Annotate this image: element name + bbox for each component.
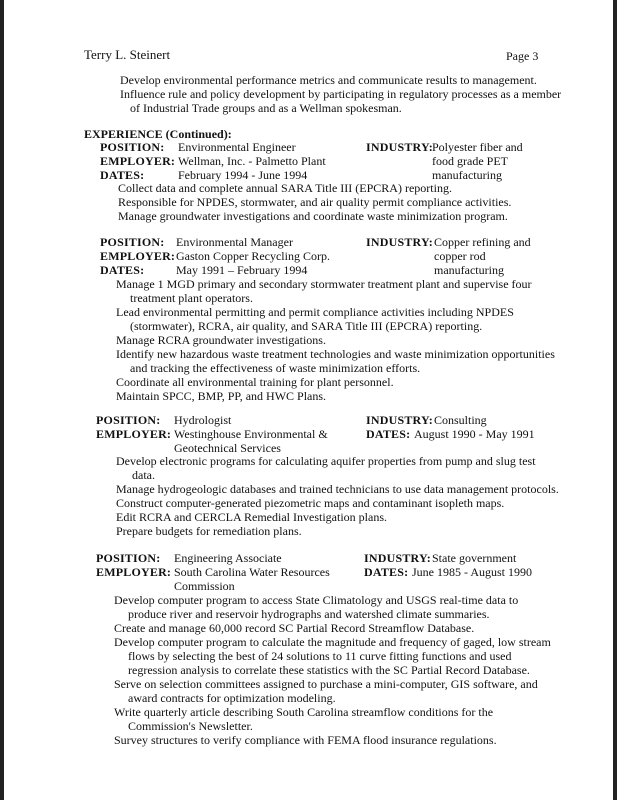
- employer-label: EMPLOYER:: [100, 154, 176, 168]
- job-industry: Consulting: [434, 413, 487, 427]
- job-industry: Copper refining and: [434, 235, 531, 249]
- employer-label: EMPLOYER:: [100, 249, 176, 263]
- job-duty: Write quarterly article describing South Carolina streamflow conditions for the: [114, 705, 494, 719]
- job-duty: and tracking the effectiveness of waste minimization efforts.: [130, 361, 421, 375]
- job-industry: Polyester fiber and: [432, 140, 523, 154]
- job-industry: manufacturing: [434, 263, 504, 277]
- job-duty: Manage hydrogeologic databases and trained technicians to use data management protocols.: [116, 482, 559, 496]
- author-name: Terry L. Steinert: [84, 47, 171, 62]
- job-duty: Develop computer program to access State Climatology and USGS real-time data to: [114, 593, 519, 607]
- industry-label: INDUSTRY:: [364, 551, 431, 565]
- job-dates: August 1990 - May 1991: [414, 427, 535, 441]
- intro-line: Develop environmental performance metrics and communicate results to management.: [120, 73, 537, 87]
- job-employer: South Carolina Water Resources: [174, 565, 330, 579]
- job-position: Hydrologist: [174, 413, 232, 427]
- job-dates: May 1991 – February 1994: [176, 263, 308, 277]
- job-duty: Manage RCRA groundwater investigations.: [116, 333, 326, 347]
- industry-label: INDUSTRY:: [366, 140, 433, 154]
- job-duty: treatment plant operators.: [130, 291, 253, 305]
- intro-line: Influence rule and policy development by participating in regulatory processes as a member: [120, 87, 562, 101]
- job-duty: Create and manage 60,000 record SC Partial Record Streamflow Database.: [114, 621, 475, 635]
- job-duty: Edit RCRA and CERCLA Remedial Investigation plans.: [116, 510, 387, 524]
- job-dates: February 1994 - June 1994: [178, 168, 308, 182]
- employer-label: EMPLOYER:: [96, 427, 172, 441]
- dates-label: DATES:: [364, 565, 409, 579]
- job-position: Engineering Associate: [174, 551, 282, 565]
- job-industry: food grade PET: [432, 154, 508, 168]
- industry-label: INDUSTRY:: [366, 235, 433, 249]
- job-duty: produce river and reservoir hydrographs and watershed climate summaries.: [128, 607, 490, 621]
- job-duty: Collect data and complete annual SARA Title III (EPCRA) reporting.: [118, 181, 452, 195]
- page-number: Page 3: [506, 49, 539, 63]
- job-employer: Gaston Copper Recycling Corp.: [176, 249, 330, 263]
- job-duty: Survey structures to verify compliance with FEMA flood insurance regulations.: [114, 733, 497, 747]
- job-duty: Commission's Newsletter.: [128, 719, 253, 733]
- job-dates: June 1985 - August 1990: [412, 565, 532, 579]
- job-duty: (stormwater), RCRA, air quality, and SARA Title III (EPCRA) reporting.: [130, 319, 483, 333]
- job-duty: Manage 1 MGD primary and secondary stormwater treatment plant and supervise four: [116, 277, 532, 291]
- intro-line: of Industrial Trade groups and as a Wellman spokesman.: [130, 101, 402, 115]
- job-duty: award contracts for optimization modeling.: [128, 691, 336, 705]
- job-duty: Develop electronic programs for calculating aquifer properties from pump and slug test: [116, 454, 536, 468]
- dates-label: DATES:: [100, 168, 145, 182]
- job-employer: Commission: [174, 579, 235, 593]
- scan-left-edge: [0, 0, 4, 800]
- dates-label: DATES:: [100, 263, 145, 277]
- position-label: POSITION:: [96, 413, 161, 427]
- job-industry: State government: [432, 551, 517, 565]
- scan-right-edge: [613, 0, 617, 800]
- job-position: Environmental Manager: [176, 235, 293, 249]
- position-label: POSITION:: [100, 235, 165, 249]
- job-duty: Serve on selection committees assigned to purchase a mini-computer, GIS software, and: [114, 677, 538, 691]
- job-duty: Lead environmental permitting and permit compliance activities including NPDES: [116, 305, 514, 319]
- job-duty: Coordinate all environmental training for plant personnel.: [116, 375, 394, 389]
- job-employer: Wellman, Inc. - Palmetto Plant: [178, 154, 326, 168]
- job-industry: copper rod: [434, 249, 486, 263]
- industry-label: INDUSTRY:: [366, 413, 433, 427]
- job-duty: Manage groundwater investigations and coordinate waste minimization program.: [118, 209, 508, 223]
- job-duty: data.: [132, 468, 155, 482]
- job-duty: Responsible for NPDES, stormwater, and air quality permit compliance activities.: [118, 195, 512, 209]
- job-duty: flows by selecting the best of 24 solutions to 11 curve fitting functions and used: [128, 649, 512, 663]
- job-industry: manufacturing: [432, 168, 502, 182]
- job-duty: regression analysis to correlate these statistics with the SC Partial Record Database.: [128, 663, 530, 677]
- job-duty: Prepare budgets for remediation plans.: [116, 524, 302, 538]
- position-label: POSITION:: [100, 140, 165, 154]
- position-label: POSITION:: [96, 551, 161, 565]
- employer-label: EMPLOYER:: [96, 565, 172, 579]
- job-employer: Westinghouse Environmental &: [174, 427, 328, 441]
- job-duty: Identify new hazardous waste treatment technologies and waste minimization opportunities: [116, 347, 555, 361]
- section-heading: EXPERIENCE (Continued):: [84, 127, 232, 141]
- job-duty: Maintain SPCC, BMP, PP, and HWC Plans.: [116, 389, 327, 403]
- job-employer: Geotechnical Services: [174, 441, 281, 455]
- job-position: Environmental Engineer: [178, 140, 296, 154]
- job-duty: Construct computer-generated piezometric maps and contaminant isopleth maps.: [116, 496, 505, 510]
- dates-label: DATES:: [366, 427, 411, 441]
- job-duty: Develop computer program to calculate the magnitude and frequency of gaged, low stream: [114, 635, 551, 649]
